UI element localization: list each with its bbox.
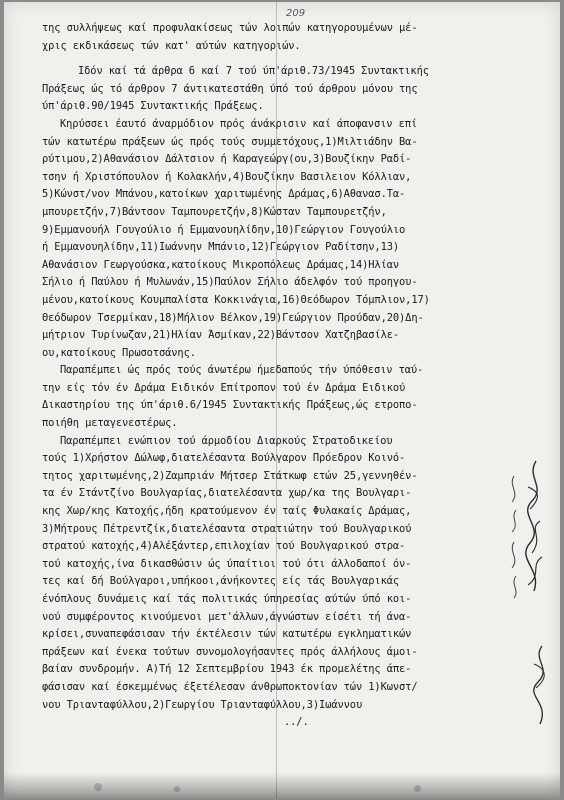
text-line: Παραπέμπει ενώπιον τού άρμοδίου Διαρκούς Στρατοδικείου — [60, 434, 393, 447]
text-line: ποιήθη μεταγενεστέρως. — [42, 417, 178, 430]
text-line: στρατού κατοχής,4)Αλέξάντερ,επιλοχίαν τού Βουλγαρικού στρα- — [42, 540, 406, 553]
scan-bottom-shadow — [4, 772, 560, 798]
text-line: τών κατωτέρω πράξεων ώς πρός τούς συμμετόχους,1)Μιλτιάδην Βα- — [42, 135, 418, 148]
text-line: τούς 1)Χρήστον Δώλωφ,διατελέσαντα Βούλγαρον Πρόεδρον Κοινό- — [42, 452, 406, 465]
text-line: ρύτιμου,2)Αθανάσιον Δάλτσιον ή Καραγεώργ(ου,3)Βουζίκην Ραδί- — [42, 153, 412, 166]
text-line: φάσισαν καί έσκεμμένως έξετέλεσαν άνθρωποκτονίαν τών 1)Κωνστ/ — [42, 680, 418, 693]
text-line: ή Εμμανουηλίδην,11)Ιωάννην Μπάνιο,12)Γεώργιον Ραδίτσην,13) — [42, 241, 400, 254]
text-line: Παραπέμπει ώς πρός τούς άνωτέρω ήμεδαπούς τήν ύπόθεσιν ταύ- — [60, 364, 424, 377]
text-line: μένου,κατοίκους Κουμπαλίστα Κοκκινάγια,16)Θεόδωρον Τόμπλιον,17) — [42, 293, 430, 306]
text-line: πράξεων καί ένεκα τούτων συνομολογήσαντες πρός άλλήλους άμοι- — [42, 645, 418, 658]
text-line: μήτριον Τυρίνωζαν,21)Ηλίαν Άσμίκαν,22)Βάντσον Χατζηβασίλε- — [42, 329, 400, 342]
bleed-through-text — [34, 55, 520, 63]
text-line: 9)Εμμανουήλ Γουγούλιο ή Εμμανουηλίδην,10)Γεώργιον Γουγούλιο — [42, 223, 406, 236]
text-line: ένόπλους δυνάμεις καί τάς πολιτικάς ύπηρεσίας αύτών ύπό κοι- — [42, 593, 412, 605]
document-body — [34, 20, 520, 732]
text-line: βαίαν συνδρομήν. Α)Τή 12 Σεπτεμβρίου 1943 έκ προμελέτης άπε- — [42, 663, 412, 676]
continuation-mark: ../. — [284, 716, 309, 729]
document-page — [4, 2, 560, 798]
text-line: Αθανάσιον Γεωργούσκα,κατοίκους Μικροπόλεως Δράμας,14)Ηλίαν — [42, 258, 400, 271]
text-line: Σήλιο ή Παύλου ή Μυλωνάν,15)Παύλον Σήλιο άδελφόν τού προηγου- — [42, 276, 418, 289]
text-line: τού κατοχής,ίνα δικασθώσιν ώς ύπαίτιοι τού ότι άλλοδαποί όν- — [42, 557, 412, 570]
text-line: νου Τριανταφύλλου,2)Γεωργίου Τριανταφύλλου,3)Ιωάννου — [42, 698, 363, 711]
text-line: μπουρετζήν,7)Βάντσον Ταμπουρετζήν,8)Κώσταν Ταμπουρετζήν, — [42, 205, 387, 218]
handwritten-signature — [522, 457, 550, 597]
text-line: την είς τόν έν Δράμα Ειδικόν Επίτροπον τού έν Δράμα Ειδικού — [42, 381, 406, 394]
text-line: τητος χαριτωμένης,2)Ζαμπριάν Μήτσερ Στάτκωφ ετών 25,γεννηθέν- — [42, 469, 418, 482]
text-line: κης Χωρ/κης Κατοχής,ήδη κρατούμενον έν ταίς Φυλακαίς Δράμας, — [42, 505, 412, 518]
text-line: ύπ'άριθ.90/1945 Συντακτικής Πράξεως. — [42, 100, 264, 113]
handwritten-note — [504, 472, 526, 602]
text-line: 3)Μήτρους Πέτρεντζίκ,διατελέσαντα στρατιώτην τού Βουλγαρικού — [42, 522, 412, 535]
text-line: τα έν Στάντζίνο Βουλγαρίας,διατελέσαντα χωρ/κα της Βουλγαρι- — [42, 487, 412, 500]
handwritten-initials — [530, 642, 556, 732]
text-line: νού συμφέροντος κινούμενοι μετ'άλλων,άγνώστων είσέτι τή άνα- — [42, 610, 412, 623]
text-line: 5)Κώνστ/νον Μπάνου,κατοίκων χαριτωμένης Δράμας,6)Αθανασ.Τα- — [42, 188, 406, 201]
text-line: Δικαστηρίου της ύπ'άριθ.6/1945 Συντακτικής Πράξεως,ώς ετροπο- — [42, 399, 418, 412]
text-line: χρις εκδικάσεως τών κατ' αύτών κατηγοριών. — [42, 39, 301, 52]
text-line: ου,κατοίκους Πρωσοτσάνης. — [42, 346, 196, 359]
text-line: Κηρύσσει έαυτό άναρμόδιον πρός άνάκρισιν καί άποφανσιν επί — [60, 117, 418, 130]
text-line: κρίσει,συναπεφάσισαν τήν έκτέλεσιν τών κατωτέρω εγκληματικών — [42, 628, 412, 641]
text-line: Ιδόν καί τά άρθρα 6 καί 7 τού ύπ'άριθ.73/1945 Συντακτικής — [78, 65, 429, 78]
text-line: της συλλήψεως καί προφυλακίσεως τών λοιπών κατηγορουμένων μέ- — [42, 22, 418, 34]
page-number: 209 — [286, 8, 306, 19]
text-line: τσην ή Χριστόπουλον ή Κολακλήν,4)Βουζίκην Βασιλειον Κόλλιαν, — [42, 170, 412, 183]
text-line: Θεόδωρον Τσερμίκαν,18)Μήλιον Βέλκον,19)Γεώργιον Προύδαν,20)Δη- — [42, 311, 424, 324]
text-line: τες καί δή Βούλγαροι,υπήκοοι,άνήκοντες είς τάς Βουλγαρικάς — [42, 575, 400, 588]
text-line: Πράξεως ώς τό άρθρον 7 άντικατεστάθη ύπό τού άρθρου μόνου της — [42, 82, 418, 95]
